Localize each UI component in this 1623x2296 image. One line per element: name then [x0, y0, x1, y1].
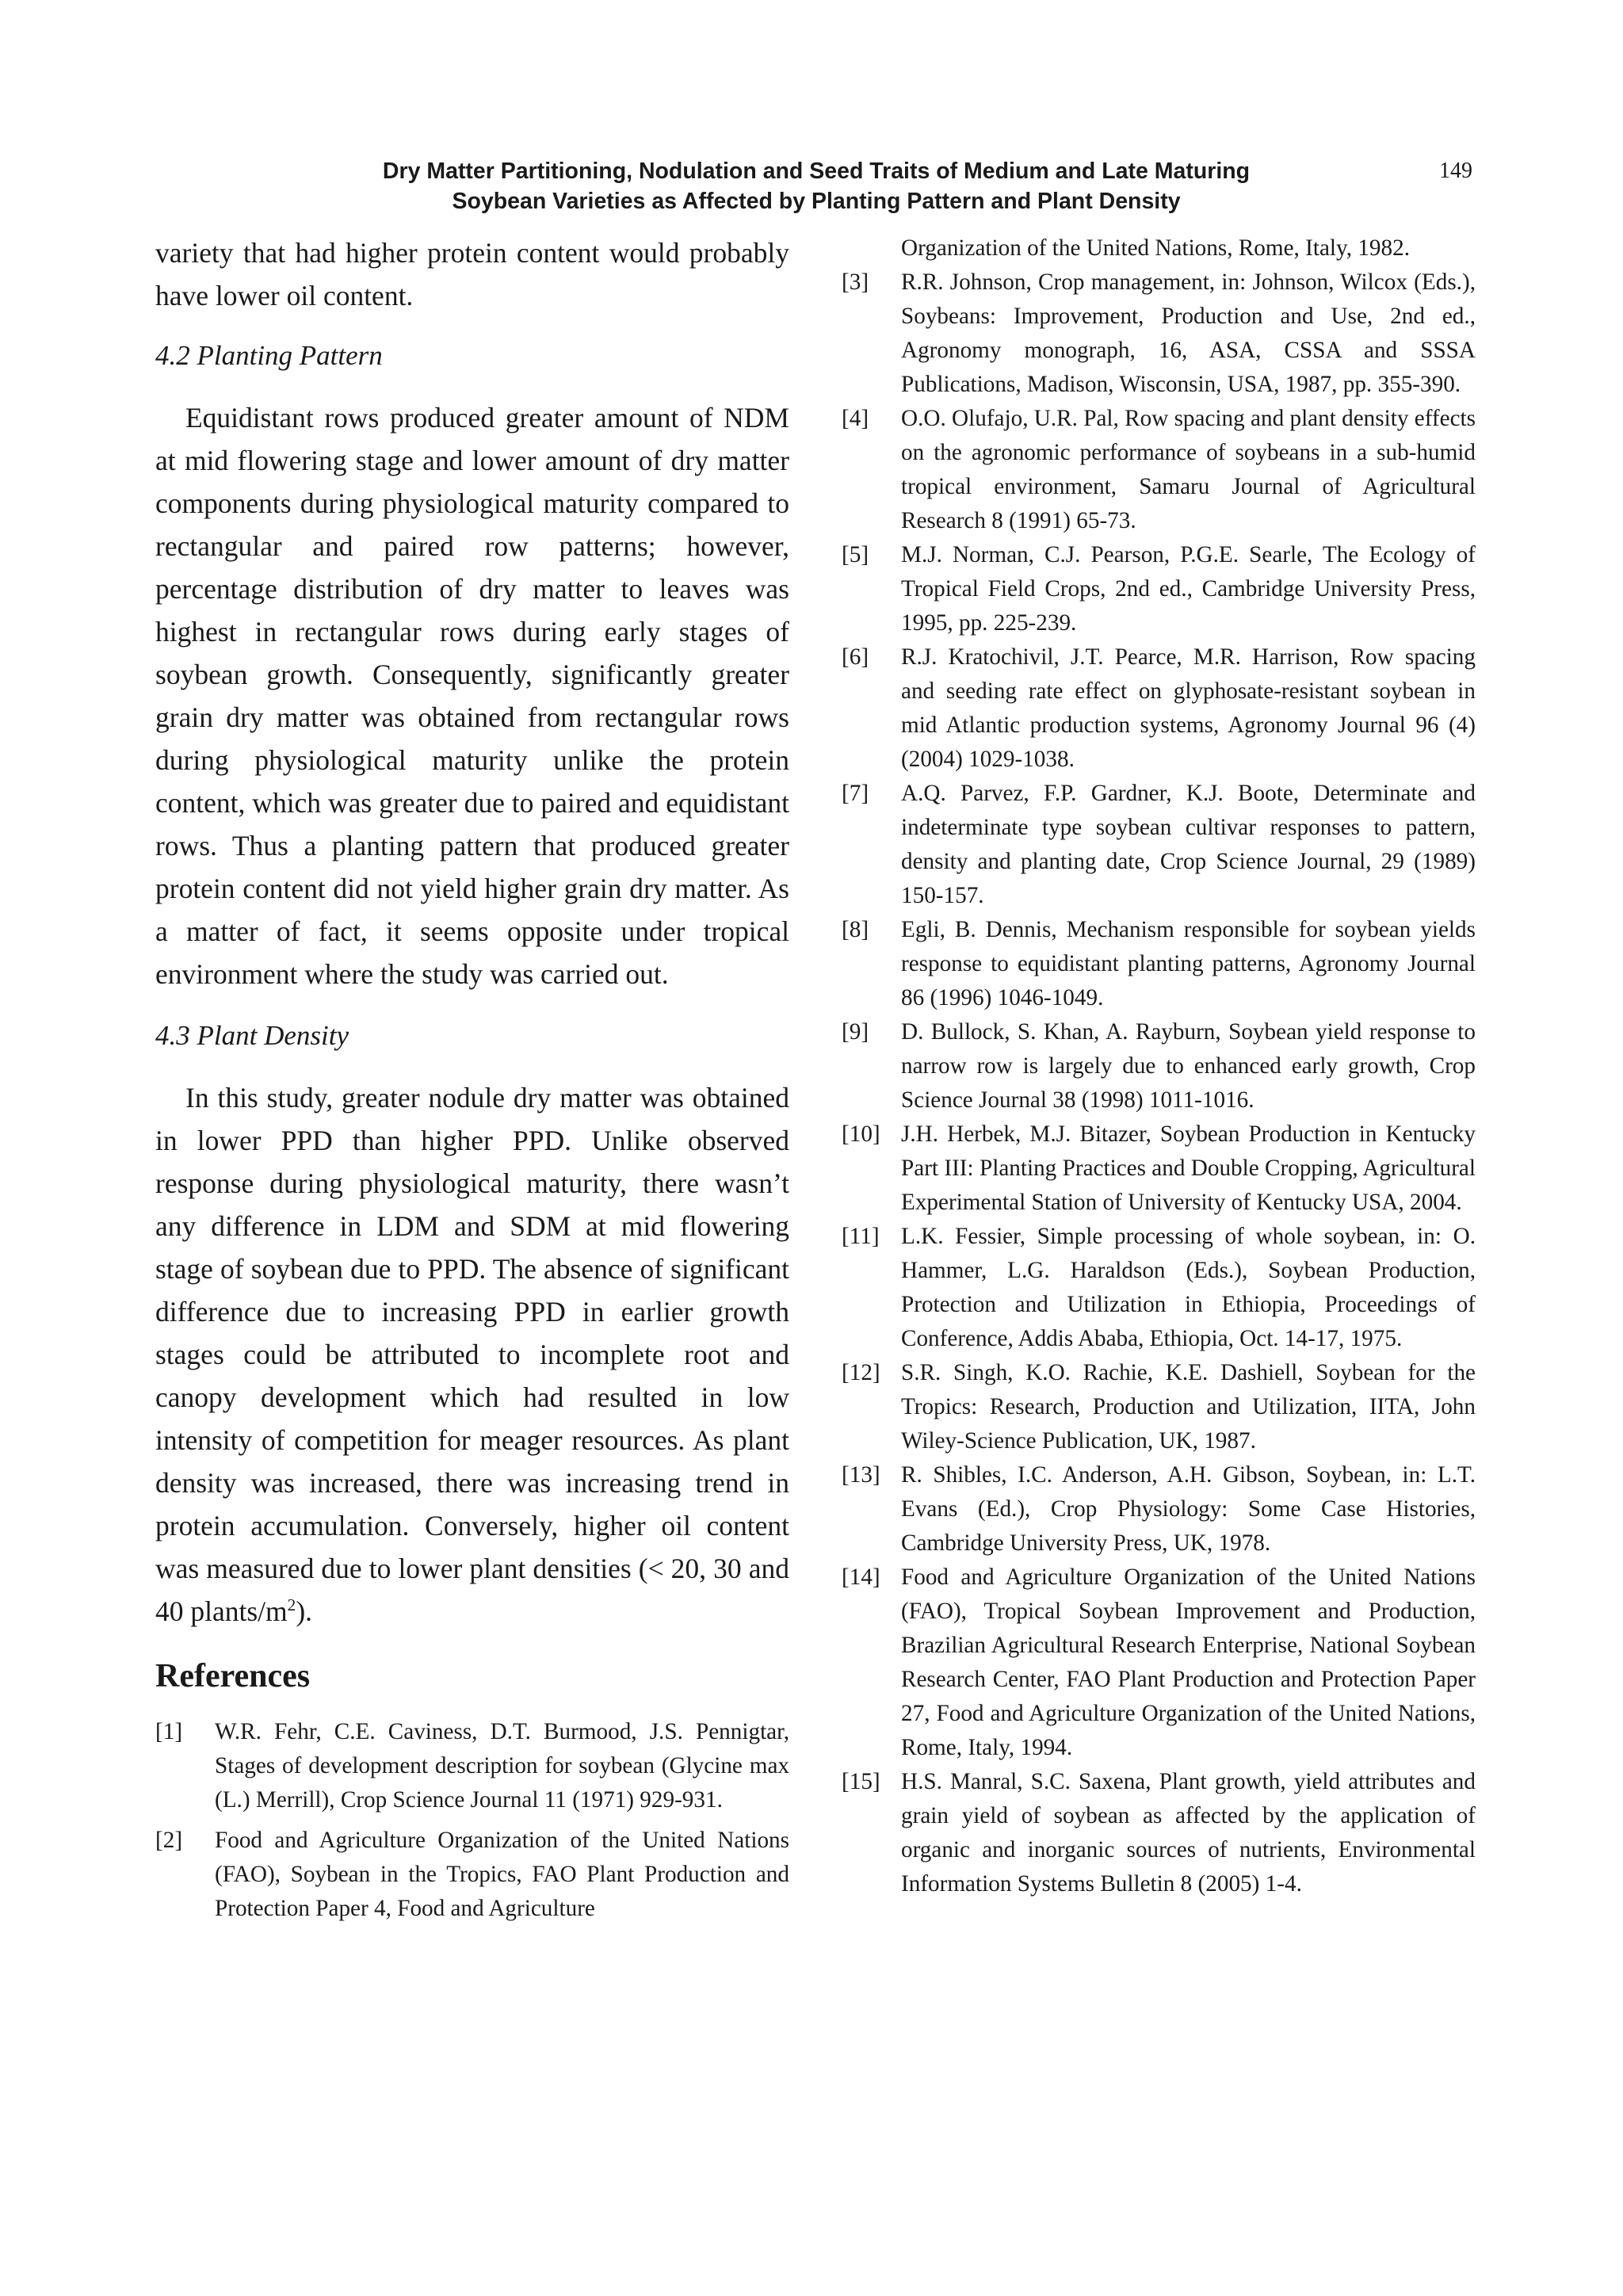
reference-item — [155, 1824, 789, 1926]
reference-number: [13] — [842, 1462, 880, 1488]
left-column — [155, 231, 789, 1926]
reference-text: Food and Agriculture Organization of the United Nations (FAO), Soybean in the Tropics, FAO Plant Production and Protection Paper 4, Food and Agriculture — [215, 1828, 789, 1921]
reference-number: [4] — [842, 406, 869, 431]
reference-number: [14] — [842, 1564, 880, 1590]
reference-number: [8] — [842, 917, 869, 942]
reference-item — [842, 640, 1476, 777]
reference-item — [842, 538, 1476, 640]
reference-item — [842, 1356, 1476, 1458]
header-title-line-1: Dry Matter Partitioning, Nodulation and Seed Traits of Medium and Late Maturing — [382, 159, 1251, 184]
references-list-left — [155, 1715, 789, 1926]
reference-number: [9] — [842, 1019, 869, 1045]
reference-text: R.R. Johnson, Crop management, in: Johnson, Wilcox (Eds.), Soybeans: Improvement, Production and Use, 2nd ed., Agronomy monograph, 16, ASA, CSSA and SSSA Publications, Madison, Wisconsin, USA, 1987, pp. 355-390. — [901, 269, 1476, 397]
reference-item — [842, 1117, 1476, 1220]
superscript: 2 — [287, 1595, 296, 1615]
reference-text: L.K. Fessier, Simple processing of whole soybean, in: O. Hammer, L.G. Haraldson (Eds.), Soybean Production, Protection and Utilization in Ethiopia, Proceedings of Conference, Addis Ababa, Ethiopia, Oct. 14-17, 1975. — [901, 1224, 1476, 1351]
reference-number: [7] — [842, 781, 869, 806]
reference-item — [842, 913, 1476, 1015]
reference-number: [6] — [842, 644, 869, 670]
reference-text: H.S. Manral, S.C. Saxena, Plant growth, yield attributes and grain yield of soybean as affected by the application of organic and inorganic sources of nutrients, Environmental Information Systems Bulletin 8 (2005) 1-4. — [901, 1769, 1476, 1897]
right-column — [842, 231, 1476, 1901]
reference-number: [3] — [842, 269, 869, 295]
reference-item — [842, 1220, 1476, 1356]
page-number: 149 — [1439, 159, 1472, 183]
reference-text: Egli, B. Dennis, Mechanism responsible for soybean yields response to equidistant planting patterns, Agronomy Journal 86 (1996) 1046-1049. — [901, 917, 1476, 1010]
reference-text: S.R. Singh, K.O. Rachie, K.E. Dashiell, Soybean for the Tropics: Research, Production and Utilization, IITA, John Wiley-Science Publication, UK, 1987. — [901, 1360, 1476, 1454]
section-4-2-paragraph: Equidistant rows produced greater amount of NDM at mid flowering stage and lower amount of dry matter components during physiological maturity compared to rectangular and paired row patterns; however, percentage distribution of dry matter to leaves was highest in rectangular rows during early stages of soybean growth. Consequently, significantly greater grain dry matter was obtained from rectangular rows during physiological maturity unlike the protein content, which was greater due to paired and equidistant rows. Thus a planting pattern that produced greater protein content did not yield higher grain dry matter. As a matter of fact, it seems opposite under tropical environment where the study was carried out. — [155, 402, 789, 990]
reference-item — [155, 1715, 789, 1817]
reference-text: A.Q. Parvez, F.P. Gardner, K.J. Boote, Determinate and indeterminate type soybean cultivar responses to pattern, density and planting date, Crop Science Journal, 29 (1989) 150-157. — [901, 781, 1476, 908]
running-header — [313, 156, 1319, 216]
header-title-line-2: Soybean Varieties as Affected by Planting Pattern and Plant Density — [452, 189, 1181, 214]
reference-text: D. Bullock, S. Khan, A. Rayburn, Soybean yield response to narrow row is largely due to enhanced early growth, Crop Science Journal 38 (1998) 1011-1016. — [901, 1019, 1476, 1113]
reference-number: [2] — [155, 1828, 183, 1853]
reference-number: [10] — [842, 1121, 880, 1147]
reference-text: M.J. Norman, C.J. Pearson, P.G.E. Searle, The Ecology of Tropical Field Crops, 2nd ed., Cambridge University Press, 1995, pp. 225-239. — [901, 542, 1476, 636]
section-4-3-heading: 4.3 Plant Density — [155, 1020, 349, 1051]
reference-item — [842, 1458, 1476, 1561]
reference-text: R. Shibles, I.C. Anderson, A.H. Gibson, Soybean, in: L.T. Evans (Ed.), Crop Physiology: Some Case Histories, Cambridge University Press, UK, 1978. — [901, 1462, 1476, 1556]
reference-number: [5] — [842, 542, 869, 567]
reference-number: [1] — [155, 1719, 183, 1744]
reference-continuation: Organization of the United Nations, Rome, Italy, 1982. — [901, 235, 1410, 261]
reference-text: O.O. Olufajo, U.R. Pal, Row spacing and plant density effects on the agronomic performance of soybeans in a sub-humid tropical environment, Samaru Journal of Agricultural Research 8 (1991) 65-73. — [901, 406, 1476, 533]
reference-item — [842, 402, 1476, 538]
reference-text: Food and Agriculture Organization of the United Nations (FAO), Tropical Soybean Improvement and Production, Brazilian Agricultural Research Enterprise, National Soybean Research Center, FAO Plant Production and Protection Paper 27, Food and Agriculture Organization of the United Nations, Rome, Italy, 1994. — [901, 1564, 1476, 1760]
section-4-3-paragraph — [155, 1076, 789, 1633]
section-4-3-end: ). — [296, 1595, 313, 1627]
section-4-2-heading: 4.2 Planting Pattern — [155, 340, 383, 371]
reference-number: [12] — [842, 1360, 880, 1385]
references-list-right — [842, 266, 1476, 1901]
section-4-3-text: In this study, greater nodule dry matter was obtained in lower PPD than higher PPD. Unlike observed response during physiological maturity, there wasn’t any difference in LDM and SDM at mid flowering stage of soybean due to PPD. The absence of significant difference due to increasing PPD in earlier growth stages could be attributed to incomplete root and canopy development which had resulted in low intensity of competition for meager resources. As plant density was increased, there was increasing trend in protein accumulation. Conversely, higher oil content was measured due to lower plant densities (< 20, 30 and 40 plants/m — [155, 1082, 789, 1627]
reference-text: R.J. Kratochivil, J.T. Pearce, M.R. Harrison, Row spacing and seeding rate effect on glyphosate-resistant soybean in mid Atlantic production systems, Agronomy Journal 96 (4) (2004) 1029-1038. — [901, 644, 1476, 772]
reference-number: [15] — [842, 1769, 880, 1794]
references-heading: References — [155, 1658, 311, 1694]
reference-text: J.H. Herbek, M.J. Bitazer, Soybean Production in Kentucky Part III: Planting Practices and Double Cropping, Agricultural Experimental Station of University of Kentucky USA, 2004. — [901, 1121, 1476, 1215]
reference-item — [842, 777, 1476, 913]
reference-number: [11] — [842, 1224, 880, 1249]
reference-item — [842, 1561, 1476, 1765]
reference-item — [842, 1015, 1476, 1117]
reference-item — [842, 1765, 1476, 1901]
reference-item — [842, 266, 1476, 402]
reference-text: W.R. Fehr, C.E. Caviness, D.T. Burmood, J.S. Pennigtar, Stages of development description for soybean (Glycine max (L.) Merrill), Crop Science Journal 11 (1971) 929-931. — [215, 1719, 789, 1813]
intro-paragraph: variety that had higher protein content would probably have lower oil content. — [155, 237, 789, 311]
